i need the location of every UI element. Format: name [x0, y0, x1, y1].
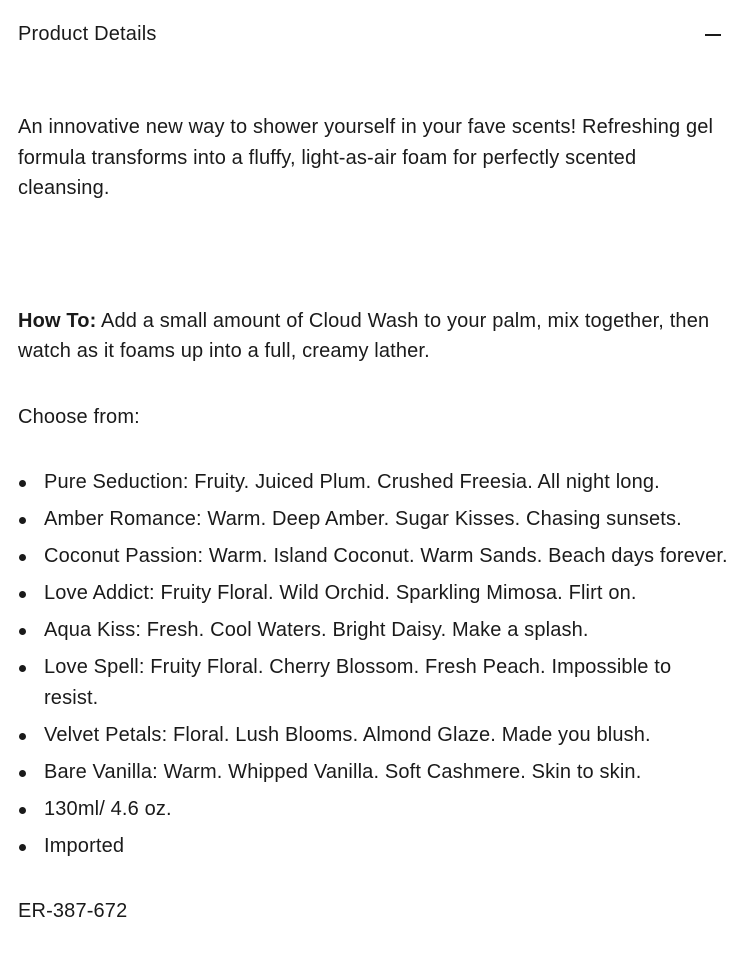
- list-item: Amber Romance: Warm. Deep Amber. Sugar Kisses. Chasing sunsets.: [18, 504, 730, 535]
- list-item: Pure Seduction: Fruity. Juiced Plum. Crushed Freesia. All night long.: [18, 467, 730, 498]
- product-details-content: [18, 112, 730, 927]
- list-item: Coconut Passion: Warm. Island Coconut. Warm Sands. Beach days forever.: [18, 541, 730, 572]
- product-intro: An innovative new way to shower yourself in your fave scents! Refreshing gel formula transforms into a fluffy, light-as-air foam for perfectly scented cleansing.: [18, 116, 714, 199]
- product-details-header[interactable]: [0, 0, 737, 68]
- collapse-toggle-button[interactable]: [699, 18, 729, 50]
- list-item: 130ml/ 4.6 oz.: [18, 794, 730, 825]
- list-item: Love Addict: Fruity Floral. Wild Orchid. Sparkling Mimosa. Flirt on.: [18, 578, 730, 609]
- how-to-text: Add a small amount of Cloud Wash to your palm, mix together, then watch as it foams up into a full, creamy lather.: [18, 309, 710, 362]
- scent-options-list: [18, 467, 730, 861]
- how-to-label: How To:: [18, 309, 97, 332]
- list-item: Imported: [18, 831, 730, 862]
- choose-from-label: Choose from:: [18, 405, 140, 428]
- list-item: Aqua Kiss: Fresh. Cool Waters. Bright Daisy. Make a splash.: [18, 615, 730, 646]
- section-title: Product Details: [18, 23, 157, 45]
- minus-icon: [705, 34, 721, 36]
- list-item: Love Spell: Fruity Floral. Cherry Blossom. Fresh Peach. Impossible to resist.: [18, 652, 730, 713]
- how-to-paragraph: [18, 306, 730, 367]
- list-item: Bare Vanilla: Warm. Whipped Vanilla. Soft Cashmere. Skin to skin.: [18, 757, 730, 788]
- list-item: Velvet Petals: Floral. Lush Blooms. Almond Glaze. Made you blush.: [18, 720, 730, 751]
- product-sku: ER-387-672: [18, 900, 128, 922]
